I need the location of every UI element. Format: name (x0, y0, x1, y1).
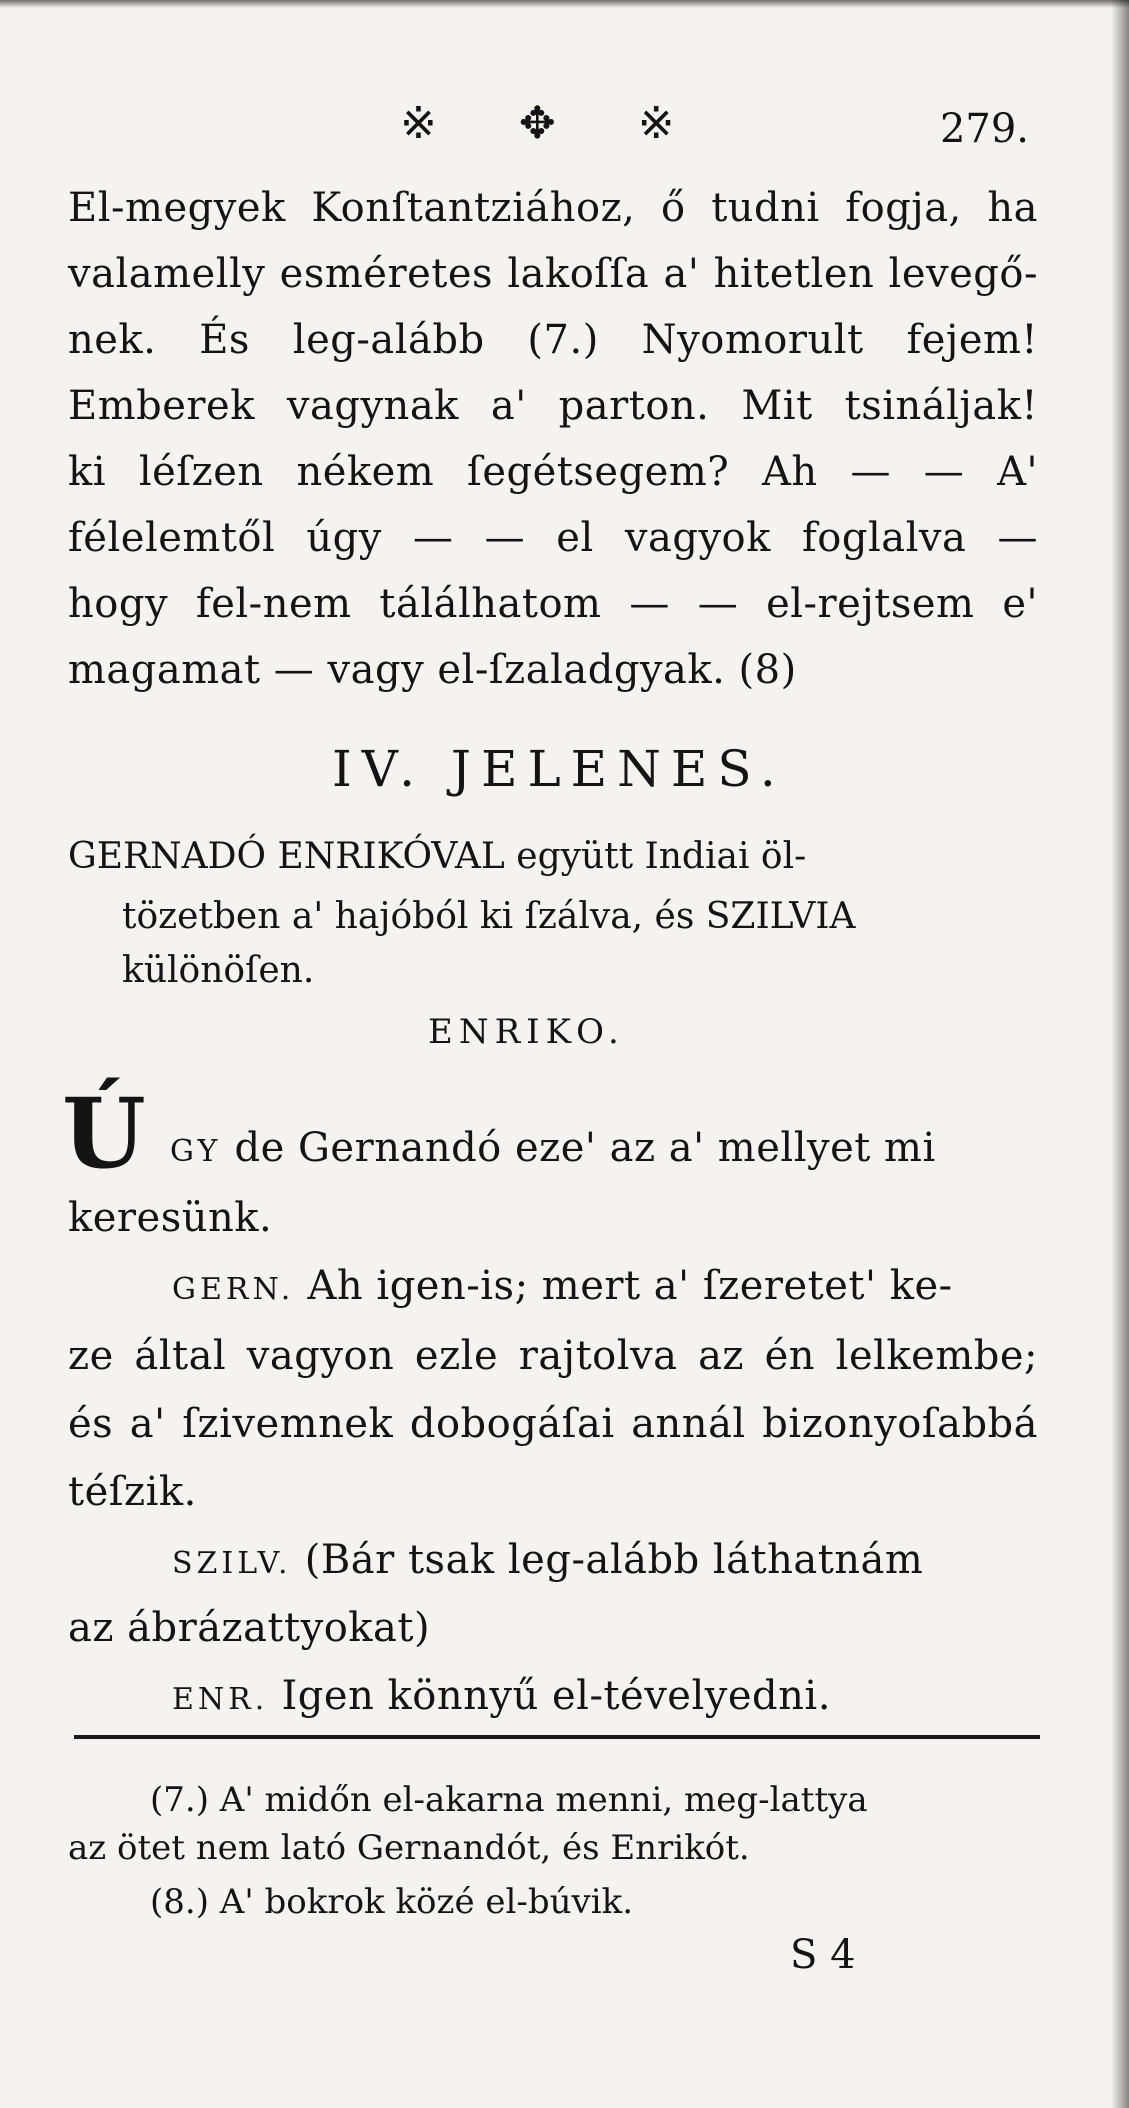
footnote-7-line: (7.) A' midőn el-akarna menni, meg-lattya (150, 1780, 868, 1820)
speech-line: az ábrázattyokat) (68, 1605, 431, 1651)
page-top-shadow (0, 0, 1129, 8)
speaker-heading: ENRIKO. (428, 1012, 625, 1052)
speaker-abbrev-enr: ENR. (172, 1682, 269, 1717)
speech-text: Igen könnyű el-tévelyedni. (281, 1673, 831, 1719)
speech-sziv-line (172, 1536, 1040, 1588)
text-line: magamat — vagy el-ſzaladgyak. (8) (68, 647, 797, 693)
small-caps-text: GY (170, 1134, 222, 1169)
catchword-signature: S 4 (790, 1932, 856, 1978)
stage-direction-line: különöſen. (122, 950, 315, 991)
speech-line: és a' ſzivemnek dobogáſai annál bizonyoſabbá (68, 1401, 1038, 1447)
drop-cap: Ú (62, 1077, 146, 1190)
dialogue-line: keresünk. (68, 1195, 273, 1241)
page-edge-shadow (1111, 0, 1129, 2108)
speech-enr-line (172, 1672, 1040, 1724)
page-number: 279. (939, 106, 1029, 152)
footnote-divider (74, 1735, 1040, 1739)
footnote-7-line: az ötet nem lató Gernandót, és Enrikót. (68, 1828, 750, 1868)
text-line: Emberek vagynak a' parton. Mit tsináljak! (68, 383, 1038, 429)
text-line: félelemtől úgy — — el vagyok foglalva — (68, 515, 1038, 561)
footnote-8: (8.) A' bokrok közé el-búvik. (150, 1882, 634, 1922)
speech-text: Ah igen-is; mert a' ſzeretet' ke- (307, 1263, 953, 1309)
speech-line: ze által vagyon ezle rajtolva az én lelkembe; (68, 1333, 1038, 1379)
speech-line: téſzik. (68, 1469, 197, 1515)
text-line: valamelly esméretes lakoſſa a' hitetlen levegő- (68, 251, 1038, 297)
text-line: nek. És leg-alább (7.) Nyomorult fejem! (68, 317, 1038, 363)
stage-direction-line: GERNADÓ ENRIKÓVAL együtt Indiai öl- (68, 836, 807, 877)
stage-direction-line: tözetben a' hajóból ki ſzálva, és SZILVIA (122, 896, 856, 937)
speaker-abbrev-gern: GERN. (172, 1272, 295, 1307)
text-line: ki léſzen nékem ſegétsegem? Ah — — A' (68, 449, 1038, 495)
speaker-abbrev-sziv: SZILV. (172, 1546, 292, 1581)
dialogue-line (170, 1124, 1040, 1176)
text-line: hogy fel-nem tálálhatom — — el-rejtsem e' (68, 581, 1038, 627)
scene-heading: IV. JELENES. (332, 740, 786, 798)
speech-text: (Bár tsak leg-alább láthatnám (304, 1537, 924, 1583)
header-ornaments: ※ ✥ ※ (400, 98, 709, 149)
speech-gern-line (172, 1262, 1040, 1314)
text-line: El-megyek Konſtantziához, ő tudni fogja, ha (68, 185, 1038, 231)
dialogue-text: de Gernandó eze' az a' mellyet mi (234, 1125, 936, 1171)
